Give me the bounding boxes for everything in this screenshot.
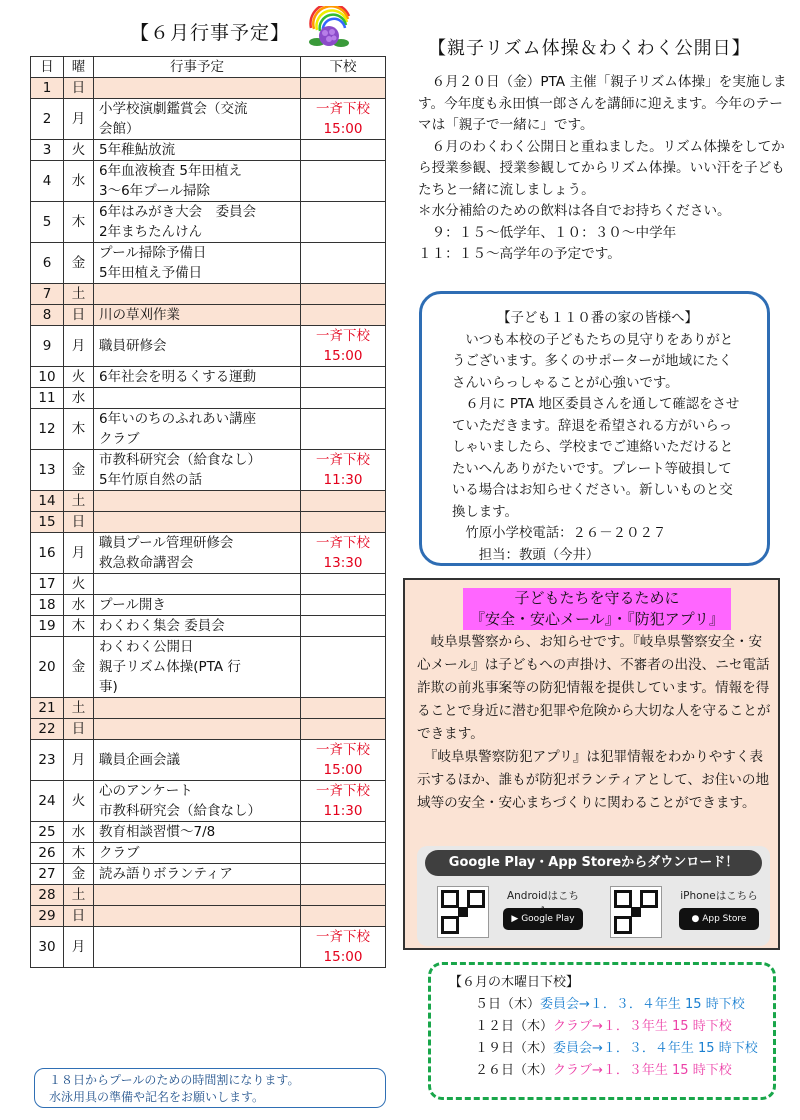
schedule-row <box>31 284 386 305</box>
schedule-dismissal <box>301 161 386 202</box>
schedule-dismissal: 一斉下校 11:30 <box>301 450 386 491</box>
schedule-dismissal <box>301 616 386 637</box>
schedule-day: 1 <box>31 78 64 99</box>
schedule-weekday: 月 <box>64 740 94 781</box>
schedule-row <box>31 450 386 491</box>
schedule-day: 27 <box>31 864 64 885</box>
schedule-dismissal <box>301 388 386 409</box>
schedule-dismissal: 一斉下校 15:00 <box>301 326 386 367</box>
thursday-row <box>449 1060 773 1082</box>
schedule-day: 10 <box>31 367 64 388</box>
apple-icon: ● <box>691 914 703 924</box>
rhythm-paragraph: ６月２０日（金）PTA 主催「親子リズム体操」を実施します。今年度も永田慎一郎さんを講師に迎えます。今年のテーマは「親子で一緒に」です。 <box>418 74 787 133</box>
schedule-weekday: 土 <box>64 698 94 719</box>
schedule-row <box>31 243 386 284</box>
schedule-day: 7 <box>31 284 64 305</box>
schedule-day: 9 <box>31 326 64 367</box>
android-label: Androidはこち <box>506 890 580 902</box>
thursday-date: ２６日（木） <box>475 1063 554 1078</box>
schedule-event: プール掃除予備日 5年田植え予備日 <box>94 243 301 284</box>
schedule-dismissal <box>301 595 386 616</box>
schedule-weekday: 土 <box>64 284 94 305</box>
schedule-weekday: 水 <box>64 161 94 202</box>
schedule-row <box>31 843 386 864</box>
rhythm-paragraph: ６月のわくわく公開日と重ねました。リズム体操をしてから授業参観、授業参観してからリズム体操。いい汗を子どもたちと一緒に流しましょう。 <box>418 138 785 198</box>
thursday-detail: クラブ→１．３年生 15 時下校 <box>553 1063 732 1078</box>
schedule-row <box>31 906 386 927</box>
schedule-event: プール開き <box>94 595 301 616</box>
schedule-event <box>94 388 301 409</box>
download-bar: Google Play・App Storeからダウンロード！ <box>425 850 762 876</box>
rhythm-paragraph: ＊水分補給のための飲料は各自でお持ちください。 <box>418 203 731 219</box>
thursday-row <box>449 1016 773 1038</box>
schedule-dismissal <box>301 202 386 243</box>
schedule-row <box>31 616 386 637</box>
schedule-event: 5年稚鮎放流 <box>94 140 301 161</box>
schedule-event: 職員企画会議 <box>94 740 301 781</box>
schedule-day: 3 <box>31 140 64 161</box>
header-event: 行事予定 <box>94 57 301 78</box>
kodomo110-phone: 竹原小学校電話：２６－２０２７ <box>452 526 667 541</box>
schedule-weekday: 金 <box>64 450 94 491</box>
schedule-row <box>31 78 386 99</box>
schedule-event: 6年はみがき大会 委員会 2年まちたんけん <box>94 202 301 243</box>
thursday-dismissal-box <box>428 962 776 1100</box>
schedule-event <box>94 284 301 305</box>
schedule-row <box>31 781 386 822</box>
schedule-row <box>31 326 386 367</box>
schedule-dismissal <box>301 491 386 512</box>
header-dismissal: 下校 <box>301 57 386 78</box>
schedule-row <box>31 822 386 843</box>
schedule-weekday: 火 <box>64 781 94 822</box>
schedule-weekday: 日 <box>64 512 94 533</box>
thursday-detail: 委員会→１．３．４年生 15 時下校 <box>540 997 745 1012</box>
schedule-row <box>31 305 386 326</box>
app-store-button[interactable] <box>679 908 759 930</box>
pool-note-line2: 水泳用具の準備や記名をお願いします。 <box>49 1090 265 1104</box>
rhythm-paragraph: １１：１５～高学年の予定です。 <box>418 246 621 262</box>
schedule-event <box>94 906 301 927</box>
safety-headline-line2: 『安全・安心メール』・『防犯アプリ』 <box>469 610 725 628</box>
rhythm-paragraph: ９：１５～低学年、１０：３０～中学年 <box>418 224 677 241</box>
schedule-header-row <box>31 57 386 78</box>
schedule-weekday: 木 <box>64 616 94 637</box>
schedule-row <box>31 927 386 968</box>
schedule-row <box>31 140 386 161</box>
schedule-dismissal <box>301 78 386 99</box>
schedule-day: 16 <box>31 533 64 574</box>
schedule-weekday: 火 <box>64 367 94 388</box>
schedule-dismissal <box>301 843 386 864</box>
schedule-dismissal <box>301 906 386 927</box>
pool-note-line1: １８日からプールのための時間割になります。 <box>49 1073 300 1087</box>
thursday-row <box>449 1038 773 1060</box>
schedule-day: 6 <box>31 243 64 284</box>
schedule-event <box>94 885 301 906</box>
schedule-dismissal <box>301 698 386 719</box>
schedule-event: 読み語りボランティア <box>94 864 301 885</box>
google-play-button[interactable] <box>503 908 583 930</box>
schedule-row <box>31 99 386 140</box>
schedule-event <box>94 927 301 968</box>
schedule-row <box>31 388 386 409</box>
schedule-day: 15 <box>31 512 64 533</box>
schedule-dismissal: 一斉下校 13:30 <box>301 533 386 574</box>
schedule-row <box>31 595 386 616</box>
schedule-dismissal: 一斉下校 11:30 <box>301 781 386 822</box>
schedule-weekday: 日 <box>64 305 94 326</box>
schedule-event: 6年血液検査 5年田植え 3～6年プール掃除 <box>94 161 301 202</box>
schedule-row <box>31 574 386 595</box>
schedule-event: 教育相談習慣～7/8 <box>94 822 301 843</box>
schedule-row <box>31 491 386 512</box>
schedule-weekday: 土 <box>64 491 94 512</box>
schedule-event: わくわく集会 委員会 <box>94 616 301 637</box>
kodomo110-contact: 担当：教頭（今井） <box>452 547 600 563</box>
thursday-heading: 【６月の木曜日下校】 <box>449 975 580 990</box>
schedule-dismissal: 一斉下校 15:00 <box>301 927 386 968</box>
schedule-weekday: 木 <box>64 409 94 450</box>
schedule-weekday: 水 <box>64 388 94 409</box>
iphone-qr-code[interactable] <box>610 886 662 938</box>
schedule-row <box>31 885 386 906</box>
schedule-day: 5 <box>31 202 64 243</box>
schedule-event: 職員プール管理研修会 救急救命講習会 <box>94 533 301 574</box>
schedule-weekday: 水 <box>64 595 94 616</box>
google-play-label: Google Play <box>521 914 575 924</box>
schedule-weekday: 月 <box>64 326 94 367</box>
thursday-date: １２日（木） <box>475 1019 554 1034</box>
schedule-weekday: 金 <box>64 243 94 284</box>
schedule-weekday: 日 <box>64 906 94 927</box>
schedule-weekday: 日 <box>64 78 94 99</box>
header-day: 日 <box>31 57 64 78</box>
schedule-day: 18 <box>31 595 64 616</box>
safety-paragraph: 『岐阜県警察防犯アプリ』は犯罪情報をわかりやすく表示するほか、誰もが防犯ボランティアとして、お住いの地域等の安全・安心まちづくりに関わることができます。 <box>417 749 770 811</box>
schedule-day: 23 <box>31 740 64 781</box>
schedule-event <box>94 491 301 512</box>
schedule-event: 職員研修会 <box>94 326 301 367</box>
schedule-day: 20 <box>31 637 64 698</box>
schedule-day: 11 <box>31 388 64 409</box>
schedule-event: 6年社会を明るくする運動 <box>94 367 301 388</box>
schedule-day: 25 <box>31 822 64 843</box>
android-qr-code[interactable] <box>437 886 489 938</box>
safety-paragraph: 岐阜県警察から、お知らせです。『岐阜県警察安全・安心メール』は子どもへの声掛け、不審者の出没、ニセ電話詐欺の前兆事案等の防犯情報を提供しています。情報を得ることで身近に潜む犯罪や危険から大切な人を守ることができます。 <box>417 634 771 742</box>
schedule-weekday: 月 <box>64 99 94 140</box>
schedule-day: 14 <box>31 491 64 512</box>
schedule-day: 8 <box>31 305 64 326</box>
kodomo110-paragraph: ６月に PTA 地区委員さんを通して確認をさせていただきます。辞退を希望される方がいらっしゃいましたら、学校までご連絡いただけるとたいへんありがたいです。プレート等破損している場合はお知らせください。新しいものと交換します。 <box>452 397 740 520</box>
schedule-dismissal: 一斉下校 15:00 <box>301 99 386 140</box>
schedule-day: 22 <box>31 719 64 740</box>
pool-note <box>34 1068 386 1108</box>
schedule-day: 12 <box>31 409 64 450</box>
schedule-dismissal: 一斉下校 15:00 <box>301 740 386 781</box>
safety-headline <box>463 588 731 630</box>
schedule-event <box>94 78 301 99</box>
rhythm-title: 【親子リズム体操＆わくわく公開日】 <box>428 38 751 59</box>
schedule-row <box>31 512 386 533</box>
schedule-event <box>94 574 301 595</box>
safety-box <box>403 578 780 950</box>
schedule-row <box>31 161 386 202</box>
schedule-weekday: 土 <box>64 885 94 906</box>
schedule-dismissal <box>301 512 386 533</box>
schedule-event: 小学校演劇鑑賞会（交流 会館） <box>94 99 301 140</box>
safety-body <box>417 631 771 815</box>
schedule-weekday: 金 <box>64 637 94 698</box>
schedule-dismissal <box>301 885 386 906</box>
schedule-table <box>30 56 386 968</box>
schedule-row <box>31 409 386 450</box>
schedule-day: 4 <box>31 161 64 202</box>
schedule-row <box>31 202 386 243</box>
schedule-row <box>31 533 386 574</box>
kodomo110-paragraph: いつも本校の子どもたちの見守りをありがとうございます。多くのサポーターが地域にたくさんいらっしゃることが心強いです。 <box>452 332 734 391</box>
schedule-day: 28 <box>31 885 64 906</box>
kodomo110-heading: 【子ども１１０番の家の皆様へ】 <box>497 311 698 326</box>
schedule-day: 30 <box>31 927 64 968</box>
schedule-row <box>31 367 386 388</box>
schedule-weekday: 火 <box>64 140 94 161</box>
schedule-event: 川の草刈作業 <box>94 305 301 326</box>
schedule-weekday: 木 <box>64 843 94 864</box>
schedule-day: 26 <box>31 843 64 864</box>
schedule-event: 6年いのちのふれあい講座 クラブ <box>94 409 301 450</box>
schedule-row <box>31 698 386 719</box>
schedule-event: クラブ <box>94 843 301 864</box>
schedule-row <box>31 719 386 740</box>
schedule-event <box>94 512 301 533</box>
app-store-label: App Store <box>702 914 747 924</box>
google-play-icon: ▶ <box>511 914 522 924</box>
schedule-dismissal <box>301 822 386 843</box>
schedule-dismissal <box>301 719 386 740</box>
schedule-row <box>31 740 386 781</box>
thursday-date: ５日（木） <box>475 997 541 1012</box>
schedule-day: 17 <box>31 574 64 595</box>
schedule-dismissal <box>301 305 386 326</box>
thursday-date: １９日（木） <box>475 1041 554 1056</box>
schedule-day: 24 <box>31 781 64 822</box>
schedule-day: 21 <box>31 698 64 719</box>
kodomo110-box <box>419 291 770 566</box>
app-download-banner <box>417 846 770 946</box>
schedule-weekday: 月 <box>64 533 94 574</box>
thursday-detail: 委員会→１．３．４年生 15 時下校 <box>553 1041 758 1056</box>
schedule-dismissal <box>301 637 386 698</box>
schedule-weekday: 月 <box>64 927 94 968</box>
schedule-event: わくわく公開日 親子リズム体操(PTA 行 事) <box>94 637 301 698</box>
schedule-dismissal <box>301 574 386 595</box>
schedule-weekday: 日 <box>64 719 94 740</box>
schedule-event <box>94 698 301 719</box>
schedule-day: 13 <box>31 450 64 491</box>
iphone-label: iPhoneはこちら <box>680 890 758 902</box>
schedule-event: 市教科研究会（給食なし） 5年竹原自然の話 <box>94 450 301 491</box>
hydrangea-rainbow-icon <box>305 6 355 48</box>
rhythm-body <box>418 72 790 266</box>
schedule-day: 29 <box>31 906 64 927</box>
schedule-dismissal <box>301 284 386 305</box>
schedule-dismissal <box>301 243 386 284</box>
schedule-weekday: 木 <box>64 202 94 243</box>
schedule-dismissal <box>301 409 386 450</box>
schedule-dismissal <box>301 140 386 161</box>
safety-headline-line1: 子どもたちを守るために <box>514 589 680 607</box>
schedule-weekday: 金 <box>64 864 94 885</box>
schedule-dismissal <box>301 367 386 388</box>
thursday-row <box>449 994 773 1016</box>
schedule-event <box>94 719 301 740</box>
schedule-event: 心のアンケート 市教科研究会（給食なし） <box>94 781 301 822</box>
schedule-day: 19 <box>31 616 64 637</box>
thursday-detail: クラブ→１．３年生 15 時下校 <box>553 1019 732 1034</box>
schedule-dismissal <box>301 864 386 885</box>
schedule-title: 【６月行事予定】 <box>130 22 291 44</box>
schedule-row <box>31 864 386 885</box>
schedule-row <box>31 637 386 698</box>
schedule-weekday: 水 <box>64 822 94 843</box>
schedule-day: 2 <box>31 99 64 140</box>
header-weekday: 曜 <box>64 57 94 78</box>
schedule-weekday: 火 <box>64 574 94 595</box>
